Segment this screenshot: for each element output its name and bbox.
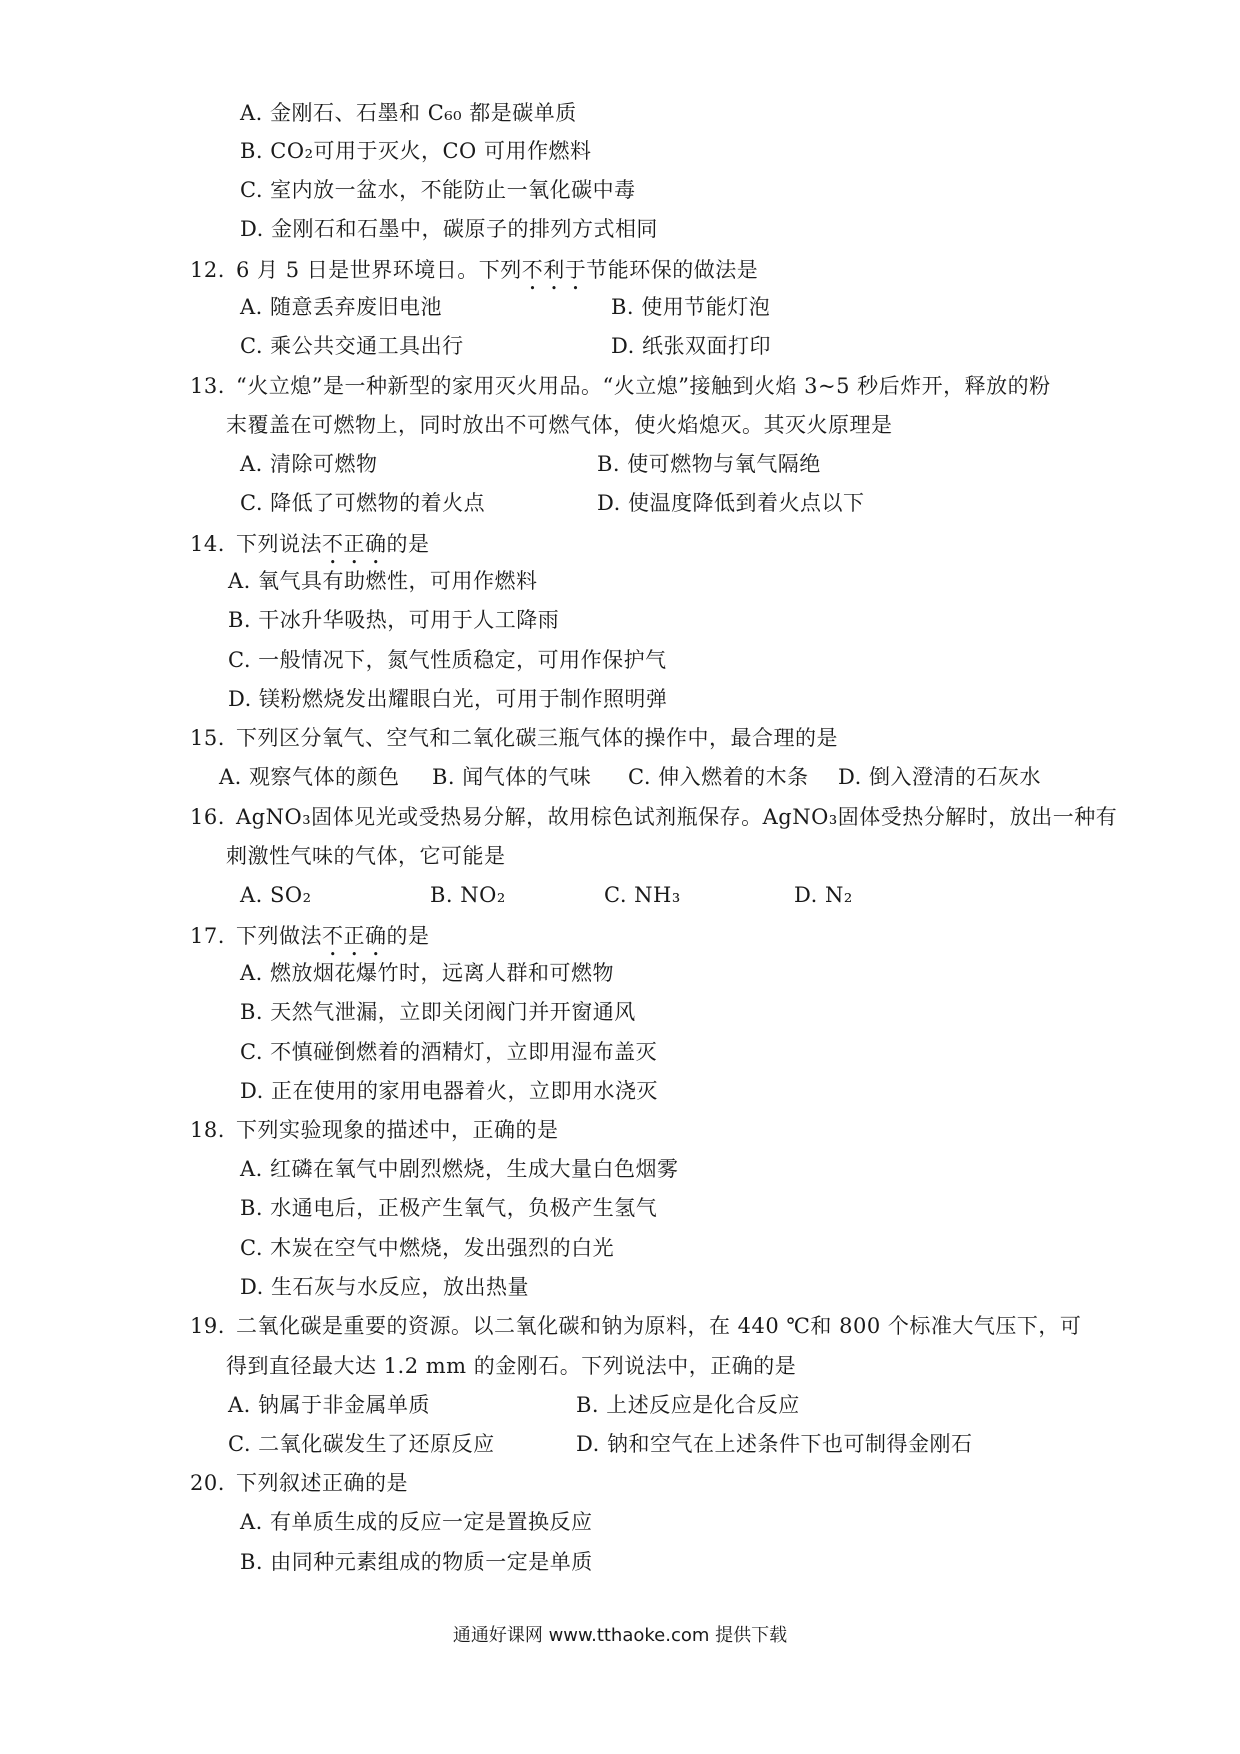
q12-option-b: B. 使用节能灯泡 [611,295,771,319]
q18-option-b: B. 水通电后，正极产生氧气，负极产生氢气 [240,1196,658,1220]
q18-option-a: A. 红磷在氧气中剧烈燃烧，生成大量白色烟雾 [240,1157,679,1181]
q20-option-a: A. 有单质生成的反应一定是置换反应 [240,1510,593,1534]
q19-option-c: C. 二氧化碳发生了还原反应 [228,1432,495,1456]
q17-option-d: D. 正在使用的家用电器着火，立即用水浇灭 [240,1079,658,1103]
q17-option-a: A. 燃放烟花爆竹时，远离人群和可燃物 [240,961,615,985]
q14-option-c: C. 一般情况下，氮气性质稳定，可用作保护气 [228,648,667,672]
q16-option-c: C. NH₃ [604,883,681,907]
question-number: 16. [190,805,225,829]
q12-stem: 12. 6 月 5 日是世界环境日。下列不利于节能环保的做法是 [190,258,759,282]
q20-stem: 20. 下列叙述正确的是 [190,1471,408,1495]
q15-stem: 15. 下列区分氧气、空气和二氧化碳三瓶气体的操作中，最合理的是 [190,726,838,750]
q13-stem-line2: 末覆盖在可燃物上，同时放出不可燃气体，使火焰熄灭。其灭火原理是 [226,413,893,437]
q16-option-a: A. SO₂ [240,883,312,907]
q18-option-c: C. 木炭在空气中燃烧，发出强烈的白光 [240,1236,615,1260]
question-number: 20. [190,1471,225,1495]
q14-option-b: B. 干冰升华吸热，可用于人工降雨 [228,608,560,632]
question-number: 17. [190,924,225,948]
q14-option-d: D. 镁粉燃烧发出耀眼白光，可用于制作照明弹 [228,687,668,711]
page-footer: 通通好课网 www.tthaoke.com 提供下载 [452,1625,788,1646]
question-number: 19. [190,1314,225,1338]
q13-option-a: A. 清除可燃物 [240,452,378,476]
q16-stem-line1: 16. AgNO₃固体见光或受热易分解，故用棕色试剂瓶保存。AgNO₃固体受热分解时，放出一种有 [190,805,1118,829]
q19-option-d: D. 钠和空气在上述条件下也可制得金刚石 [576,1432,973,1456]
q13-stem-line1: 13. “火立熄”是一种新型的家用灭火用品。“火立熄”接触到火焰 3~5 秒后炸开，释放的粉 [190,374,1051,398]
q16-option-b: B. NO₂ [430,883,506,907]
question-number: 14. [190,532,225,556]
emphasis-text: 不正确 [322,924,387,948]
q12-option-a: A. 随意丢弃废旧电池 [240,295,443,319]
q19-option-b: B. 上述反应是化合反应 [576,1393,800,1417]
q11-option-c: C. 室内放一盆水，不能防止一氧化碳中毒 [240,178,636,202]
q12-option-c: C. 乘公共交通工具出行 [240,334,464,358]
q20-option-b: B. 由同种元素组成的物质一定是单质 [240,1550,593,1574]
q16-stem-line2: 刺激性气味的气体，它可能是 [226,844,506,868]
q19-stem-line2: 得到直径最大达 1.2 mm 的金刚石。下列说法中，正确的是 [226,1354,797,1378]
q14-option-a: A. 氧气具有助燃性，可用作燃料 [228,569,538,593]
emphasis-text: 不正确 [322,532,387,556]
q16-option-d: D. N₂ [794,883,853,907]
q13-option-c: C. 降低了可燃物的着火点 [240,491,486,515]
q15-option-d: D. 倒入澄清的石灰水 [838,765,1041,789]
q11-option-b: B. CO₂可用于灭火，CO 可用作燃料 [240,139,592,163]
q11-option-a: A. 金刚石、石墨和 C₆₀ 都是碳单质 [240,101,577,125]
q19-stem-line1: 19. 二氧化碳是重要的资源。以二氧化碳和钠为原料，在 440 ℃和 800 个标准大气压下，可 [190,1314,1082,1338]
q13-option-b: B. 使可燃物与氧气隔绝 [597,452,821,476]
emphasis-text: 不利于 [521,258,587,282]
q12-option-d: D. 纸张双面打印 [611,334,771,358]
q15-option-a: A. 观察气体的颜色 [219,765,400,789]
q15-option-b: B. 闻气体的气味 [432,765,592,789]
question-number: 12. [190,258,225,282]
question-number: 18. [190,1118,225,1142]
question-number: 15. [190,726,225,750]
q18-stem: 18. 下列实验现象的描述中，正确的是 [190,1118,559,1142]
q11-option-d: D. 金刚石和石墨中，碳原子的排列方式相同 [240,217,658,241]
q15-option-c: C. 伸入燃着的木条 [628,765,809,789]
q17-option-b: B. 天然气泄漏，立即关闭阀门并开窗通风 [240,1000,636,1024]
q19-option-a: A. 钠属于非金属单质 [228,1393,431,1417]
question-number: 13. [190,374,225,398]
q17-option-c: C. 不慎碰倒燃着的酒精灯，立即用湿布盖灭 [240,1040,658,1064]
q17-stem: 17. 下列做法不正确的是 [190,924,430,948]
q13-option-d: D. 使温度降低到着火点以下 [597,491,865,515]
q18-option-d: D. 生石灰与水反应，放出热量 [240,1275,529,1299]
q14-stem: 14. 下列说法不正确的是 [190,532,430,556]
